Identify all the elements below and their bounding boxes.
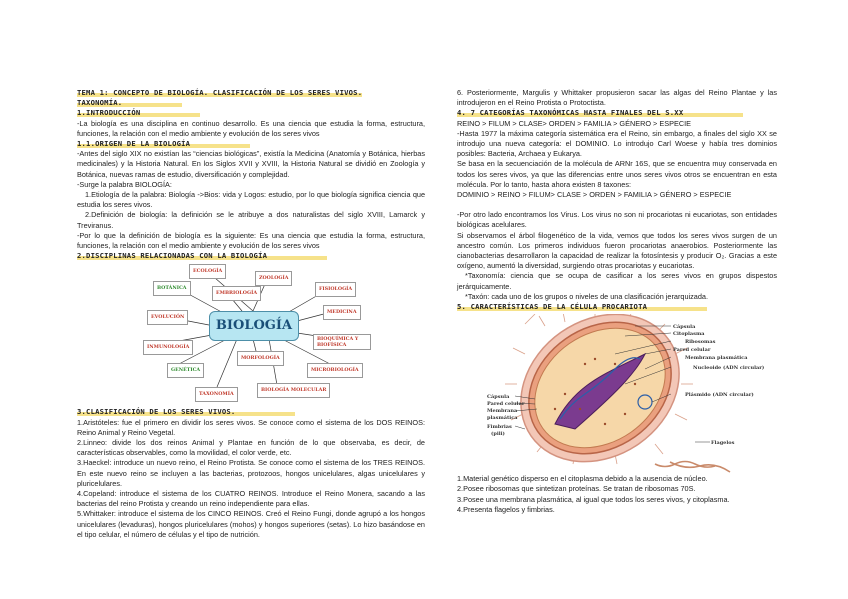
label-ribosomas: Ribosomas [685,339,716,346]
node-embriologia: EMBRIOLOGÍA [212,286,261,300]
node-microbiologia: MICROBIOLOGÍA [307,363,363,377]
node-inmunologia: INMUNOLOGÍA [143,340,193,354]
prokaryote-feature-2: 2.Posee ribosomas que sintetizan proteínas. Se tratan de ribosomas 70S. [457,484,696,494]
classification-heading: 3.CLASIFICACIÓN DE LOS SERES VIVOS. [77,407,425,417]
taxon-definition: *Taxón: cada uno de los grupos o niveles de una clasificación jerarquizada. [465,291,708,301]
categories-paragraph-4: Si observamos el árbol filogenético de la vida, vemos que todos los seres vivos surgen de un ancestro común. Los primeros individuos fueron procariotas anaerobios. Posteriormente las cianobacterias desarrollaron la capacidad de realizar la fotosíntesis y producir O₂. Gracias a este oxígeno, aumentó la diversidad, surgiendo otras procariotas y eucariotas. [457,230,777,271]
disciplines-heading: 2.DISCIPLINAS RELACIONADAS CON LA BIOLOGÍA [77,251,425,261]
label-flagelos: Flagelos [711,440,735,447]
mind-map-center: BIOLOGÍA [209,311,299,341]
categories-paragraph-1: -Hasta 1977 la máxima categoría sistemática era el Reino, sin embargo, a finales del siglo XX se introdujo una nueva categoría: el DOMINIO. Lo introdujo Carl Woese y había tres dominios posibles: Bacteria, Archaea y Eukarya. [457,128,777,159]
node-zoologia: ZOOLOGÍA [255,271,292,285]
label-capsula-2: Cápsula [487,394,510,401]
label-membrana-2: Membrana [487,408,518,415]
taxonomy-definition: *Taxonomía: ciencia que se ocupa de casificar a los seres vivos en grupos dispestos jerárquicamente. [457,271,777,291]
classification-item-3: 3.Haeckel: introduce un nuevo reino, el Reino Protista. Se conoce como el sistema de los TRES REINOS. En este nuevo reino se incluyen a las bacterias, protozoos, hongos unicelulares, algas unicelulares y pluricelulares. [77,458,425,488]
intro-paragraph: -La biología es una disciplina en continuo desarrollo. Es una ciencia que estudia la forma, estructura, funciones, la relación con el medio ambiente y evolución de los seres vivos [77,118,425,138]
label-fimbrias: Fimbrias [487,424,512,431]
node-ecologia: ECOLOGÍA [189,264,226,278]
label-nucleoide: Nucleoide (ADN circular) [693,365,765,372]
biology-mind-map [77,263,425,405]
label-capsula: Cápsula [673,324,696,331]
node-evolucion: EVOLUCIÓN [147,310,188,324]
label-plasmatica-2: plasmática [487,415,518,422]
prokaryotic-cell-diagram [487,314,795,474]
classification-item-5: 5.Whittaker: introduce el sistema de los CINCO REINOS. Creó el Reino Fungi, donde agrupó a los hongos unicelulares (levaduras), hongos pluricelulares (mohos) y hongos superiores (setas). Lo hizo basándose en el tipo celular, el número de células y el tipo de nutrición. [77,509,425,539]
intro-heading: 1.INTRODUCCIÓN [77,108,425,118]
categories-heading: 4. 7 CATEGORÍAS TAXONÓMICAS HASTA FINALES DEL S.XX [457,108,777,118]
prokaryote-heading: 5. CARACTERÍSTICAS DE LA CÉLULA PROCARIOTA [457,302,777,312]
label-pili: (pili) [491,431,505,438]
left-column [77,88,425,540]
node-morfologia: MORFOLOGÍA [237,351,284,365]
prokaryote-feature-3: 3.Posee una membrana plasmática, al igual que todos los seres vivos, y citoplasma. [457,494,730,504]
origin-paragraph-3: 1.Etiología de la palabra: Biología ->Bios: vida y Logos: estudio, por lo que biología significa ciencia que estudia los seres vivos. [77,190,425,210]
label-citoplasma: Citoplasma [673,331,705,338]
classification-item-4: 4.Copeland: introduce el sistema de los CUATRO REINOS. Introduce el Reino Monera, sacando a las bacterias del reino Protista y creando un reino independiente para ellas. [77,489,425,509]
origin-paragraph-1: -Antes del siglo XIX no existían las “ciencias biológicas”, existía la Medicina (Anatomía y Botánica, hierbas medicinales) y la Historia Natural. En los Siglos XVII y XVIII, la Historia Natural se dividió en Zoología y Botánica, nuevas ramas de estudio, diversificación y complejidad. [77,149,425,179]
label-pared: Pared celular [673,347,711,354]
node-biologia-molecular: BIOLOGÍA MOLECULAR [257,383,330,397]
right-column [457,88,777,515]
label-plasmido: Plásmido (ADN circular) [685,392,754,399]
origin-paragraph-4: 2.Definición de biología: la definición se le atribuye a dos naturalistas del siglo XVIII, Lamarck y Treviranus. [77,210,425,230]
classification-item-6: 6. Posteriormente, Margulis y Whittaker propusieron sacar las algas del Reino Plantae y las introdujeron en el Reino Protista o Protoctista. [457,88,777,108]
taxonomic-hierarchy: REINO > FILUM > CLASE> ORDEN > FAMILIA > GÉNERO > ESPECIE [457,118,691,128]
categories-paragraph-3: -Por otro lado encontramos los Virus. Los virus no son ni procariotas ni eucariotas, son entidades biológicas acelulares. [457,210,777,230]
categories-paragraph-2: Se basa en la secuenciación de la molécula de ARNr 16S, que se encuentra muy conservada en todos los seres vivos, ya que las diferencias entre unos seres vivos otros se encuentran en esta molécula. Por lo tanto, hasta ahora existen 8 taxones: [457,159,777,189]
label-pared-2: Pared celular [487,401,525,408]
document-title: TEMA 1: CONCEPTO DE BIOLOGÍA. CLASIFICACIÓN DE LOS SERES VIVOS. TAXONOMÍA. [77,88,363,108]
taxonomic-hierarchy-8: DOMINIO > REINO > FILUM> CLASE > ORDEN > FAMILIA > GÉNERO > ESPECIE [457,190,732,200]
classification-item-2: 2.Linneo: divide los dos reinos Animal y Plantae en función de lo que observaba, es decir, de características observables, como la movilidad, el color verde, etc. [77,438,425,458]
node-fisiologia: FISIOLOGÍA [315,282,356,296]
node-genetica: GENÉTICA [167,363,204,377]
origin-heading: 1.1.ORIGEN DE LA BIOLOGÍA [77,139,425,149]
prokaryote-feature-4: 4.Presenta flagelos y fimbrias. [457,504,555,514]
node-bioquimica: BIOQUÍMICA Y BIOFÍSICA [313,334,371,350]
classification-item-1: 1.Aristóteles: fue el primero en dividir los seres vivos. Se conoce como el sistema de los DOS REINOS: Reino Animal y Reino Vegetal. [77,417,425,437]
label-membrana: Membrana plasmática [685,355,748,362]
origin-paragraph-2: -Surge la palabra BIOLOGÍA: [77,179,172,189]
node-botanica: BOTÁNICA [153,281,191,295]
node-medicina: MEDICINA [323,305,361,319]
origin-paragraph-5: -Por lo que la definición de biología es la siguiente: Es una ciencia que estudia la forma, estructura, funciones, la relación con el medio ambiente y evolución de los seres vivos [77,230,425,251]
node-taxonomia: TAXONOMÍA [195,387,238,401]
prokaryote-feature-1: 1.Material genético disperso en el citoplasma debido a la ausencia de núcleo. [457,474,708,484]
